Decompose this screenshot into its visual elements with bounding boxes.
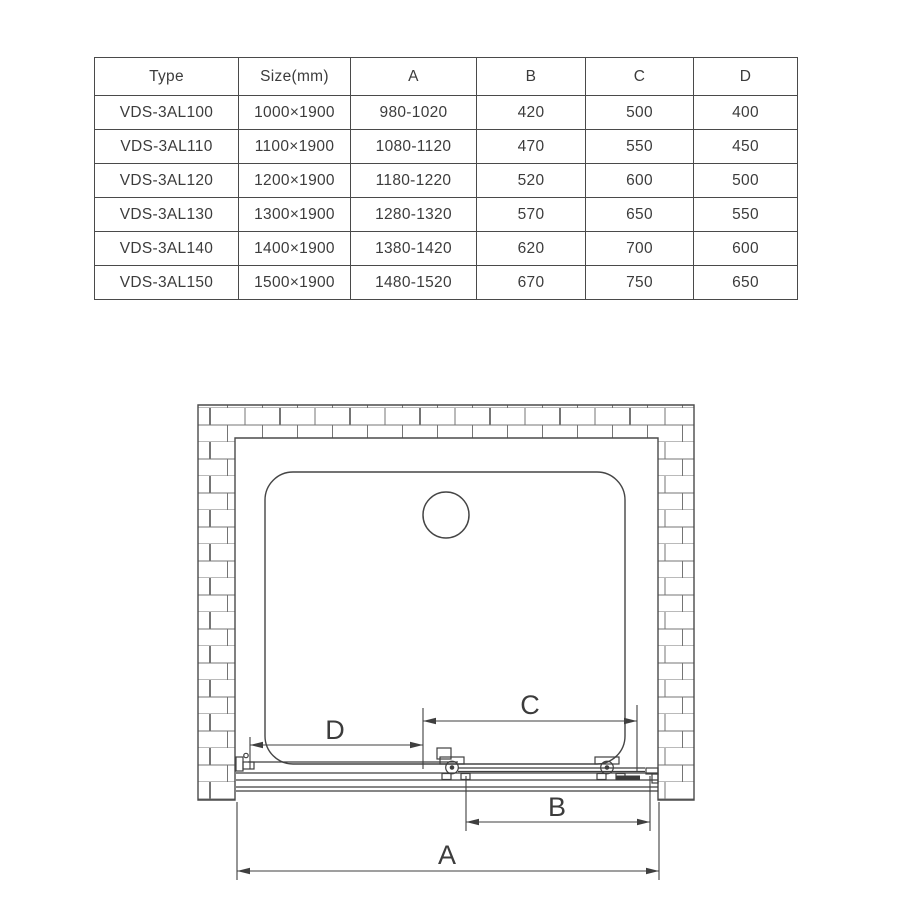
shower-tray [265,472,625,764]
table-cell: VDS-3AL140 [95,232,239,266]
header-b: B [477,58,586,96]
arrow-b-right [637,819,650,826]
table-cell: 570 [477,198,586,232]
table-cell: 1380-1420 [351,232,477,266]
door-seal [616,776,640,781]
right-wall-profile [646,768,658,783]
table-cell: 600 [586,164,694,198]
table-cell: 450 [694,130,798,164]
table-cell: VDS-3AL130 [95,198,239,232]
header-d: D [694,58,798,96]
table-cell: 1500×1900 [239,266,351,300]
table-cell: 520 [477,164,586,198]
header-size: Size(mm) [239,58,351,96]
table-cell: VDS-3AL100 [95,96,239,130]
table-cell: 1280-1320 [351,198,477,232]
arrow-a-right [646,868,659,875]
table-cell: 1180-1220 [351,164,477,198]
arrow-a-left [237,868,250,875]
sliding-panel-glass [458,768,645,772]
header-c: C [586,58,694,96]
table-cell: 1200×1900 [239,164,351,198]
table-cell: 500 [586,96,694,130]
table-cell: 400 [694,96,798,130]
table-cell: 650 [694,266,798,300]
table-cell: 1300×1900 [239,198,351,232]
table-cell: 470 [477,130,586,164]
arrow-b-left [466,819,479,826]
table-cell: 650 [586,198,694,232]
table-cell: 1480-1520 [351,266,477,300]
left-wall-profile [236,753,254,771]
header-type: Type [95,58,239,96]
table-cell: 700 [586,232,694,266]
table-cell: 620 [477,232,586,266]
table-cell: 550 [586,130,694,164]
dim-label-b: B [547,792,567,822]
table-cell: VDS-3AL150 [95,266,239,300]
table-cell: 1400×1900 [239,232,351,266]
door-track-rails [236,773,658,791]
table-cell: VDS-3AL110 [95,130,239,164]
arrow-d-left [250,742,263,749]
table-cell: 750 [586,266,694,300]
table-cell: 670 [477,266,586,300]
table-cell: 600 [694,232,798,266]
table-cell: 1080-1120 [351,130,477,164]
arrow-c-right [624,718,637,725]
table-cell: 500 [694,164,798,198]
header-a: A [351,58,477,96]
table-cell: 1100×1900 [239,130,351,164]
table-cell: 550 [694,198,798,232]
table-cell: 1000×1900 [239,96,351,130]
dim-label-c: C [520,690,540,720]
table-cell: 420 [477,96,586,130]
table-cell: 980-1020 [351,96,477,130]
dim-label-a: A [437,840,457,870]
dim-label-d: D [325,715,345,745]
table-cell: VDS-3AL120 [95,164,239,198]
